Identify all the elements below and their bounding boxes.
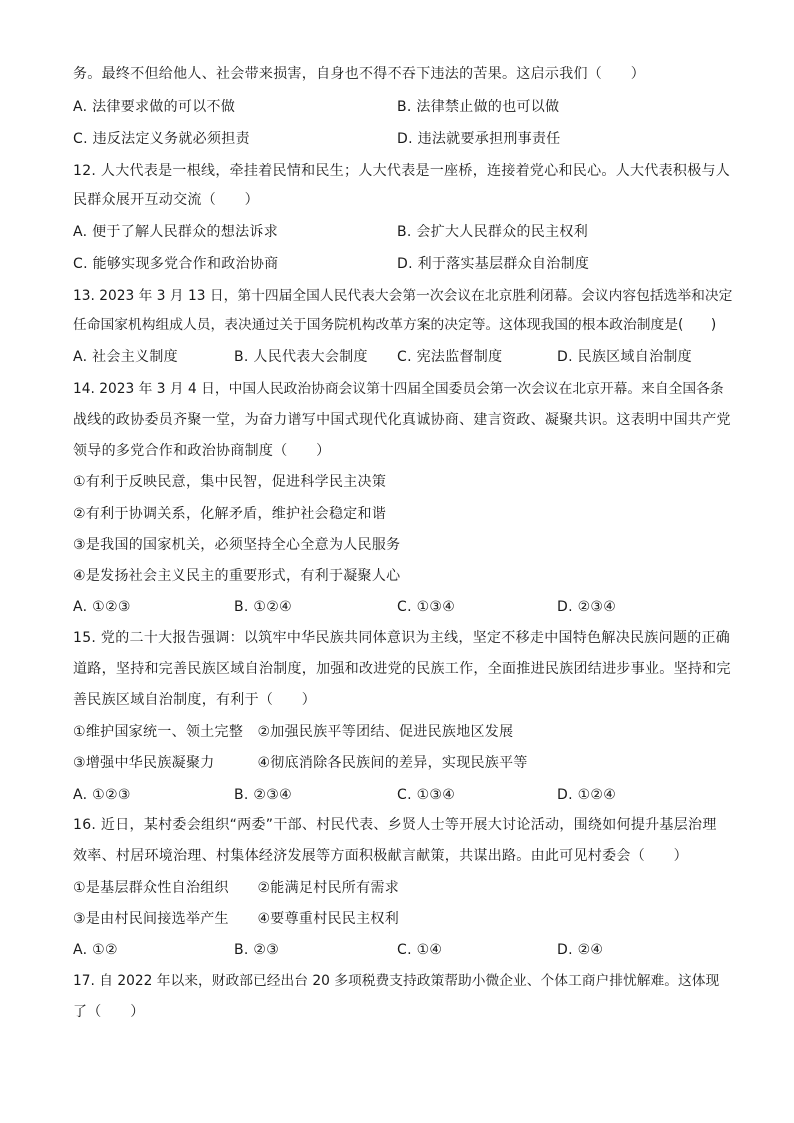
q11-option-c: C. 违反法定义务就必须担责	[73, 131, 250, 147]
q16-option-c: C. ①④	[397, 942, 443, 958]
q16-option-a: A. ①②	[73, 942, 118, 958]
q14-stem-line-2: 战线的政协委员齐聚一堂，为奋力谱写中国式现代化真诚协商、建言资政、凝聚共识。这表明中国共产党	[73, 412, 731, 428]
q13-option-a: A. 社会主义制度	[73, 349, 178, 365]
q15-option-b: B. ②③④	[234, 787, 292, 803]
q16-option-b: B. ②③	[234, 942, 280, 958]
q15-option-d: D. ①②④	[557, 787, 617, 803]
q14-statement-3: ③是我国的国家机关，必须坚持全心全意为人民服务	[73, 537, 401, 553]
q12-option-b: B. 会扩大人民群众的民主权利	[397, 224, 589, 240]
q16-statements-row-1: ①是基层群众性自治组织 ②能满足村民所有需求	[73, 880, 399, 896]
q12-stem-line-2: 民群众展开互动交流（ ）	[73, 192, 259, 208]
q14-option-b: B. ①②④	[234, 599, 292, 615]
q11-option-b: B. 法律禁止做的也可以做	[397, 99, 560, 115]
q13-option-c: C. 宪法监督制度	[397, 349, 503, 365]
q15-stem-line-3: 善民族区域自治制度，有利于（ ）	[73, 692, 317, 708]
q15-stem-line-1: 15. 党的二十大报告强调：以筑牢中华民族共同体意识为主线，坚定不移走中国特色解决民族问题的正确	[73, 630, 731, 646]
q14-stem-line-3: 领导的多党合作和政治协商制度（ ）	[73, 443, 331, 459]
q12-stem-line-1: 12. 人大代表是一根线，牵挂着民情和民生；人大代表是一座桥，连接着党心和民心。人大代表积极与人	[73, 163, 731, 179]
q14-option-c: C. ①③④	[397, 599, 456, 615]
q13-stem-line-2: 任命国家机构组成人员，表决通过关于国务院机构改革方案的决定等。这体现我国的根本政治制度是( )	[73, 317, 717, 333]
q14-statement-4: ④是发扬社会主义民主的重要形式，有利于凝聚人心	[73, 568, 401, 584]
q17-stem-line-1: 17. 自 2022 年以来，财政部已经出台 20 多项税费支持政策帮助小微企业、个体工商户排忧解难。这体现	[73, 973, 720, 989]
q14-statement-1: ①有利于反映民意，集中民智，促进科学民主决策	[73, 474, 387, 490]
q15-option-a: A. ①②③	[73, 787, 131, 803]
q16-stem-line-2: 效率、村居环境治理、村集体经济发展等方面积极献言献策，共谋出路。由此可见村委会（ ）	[73, 848, 688, 864]
q15-stem-line-2: 道路，坚持和完善民族区域自治制度，加强和改进党的民族工作，全面推进民族团结进步事业。坚持和完	[73, 661, 731, 677]
q17-stem-line-2: 了（ ）	[73, 1004, 145, 1020]
q12-option-d: D. 利于落实基层群众自治制度	[397, 256, 590, 272]
q12-option-a: A. 便于了解人民群众的想法诉求	[73, 224, 279, 240]
q14-option-d: D. ②③④	[557, 599, 617, 615]
q13-option-b: B. 人民代表大会制度	[234, 349, 368, 365]
q13-stem-line-1: 13. 2023 年 3 月 13 日，第十四届全国人民代表大会第一次会议在北京胜利闭幕。会议内容包括选举和决定	[73, 288, 733, 304]
q15-statements-row-1: ①维护国家统一、领土完整 ②加强民族平等团结、促进民族地区发展	[73, 724, 514, 740]
q12-option-c: C. 能够实现多党合作和政治协商	[73, 256, 279, 272]
q15-statements-row-2: ③增强中华民族凝聚力 ④彻底消除各民族间的差异，实现民族平等	[73, 755, 528, 771]
q11-stem-tail: 务。最终不但给他人、社会带来损害，自身也不得不吞下违法的苦果。这启示我们（ ）	[73, 66, 645, 82]
q15-option-c: C. ①③④	[397, 787, 456, 803]
q16-stem-line-1: 16. 近日，某村委会组织“两委”干部、村民代表、乡贤人士等开展大讨论活动，围绕如何提升基层治理	[73, 817, 717, 833]
q13-option-d: D. 民族区域自治制度	[557, 349, 692, 365]
q16-option-d: D. ②④	[557, 942, 604, 958]
q11-option-d: D. 违法就要承担刑事责任	[397, 131, 561, 147]
q14-stem-line-1: 14. 2023 年 3 月 4 日，中国人民政治协商会议第十四届全国委员会第一次会议在北京开幕。来自全国各条	[73, 381, 724, 397]
q16-statements-row-2: ③是由村民间接选举产生 ④要尊重村民民主权利	[73, 911, 399, 927]
q11-option-a: A. 法律要求做的可以不做	[73, 99, 236, 115]
q14-option-a: A. ①②③	[73, 599, 131, 615]
q14-statement-2: ②有利于协调关系，化解矛盾，维护社会稳定和谐	[73, 506, 387, 522]
